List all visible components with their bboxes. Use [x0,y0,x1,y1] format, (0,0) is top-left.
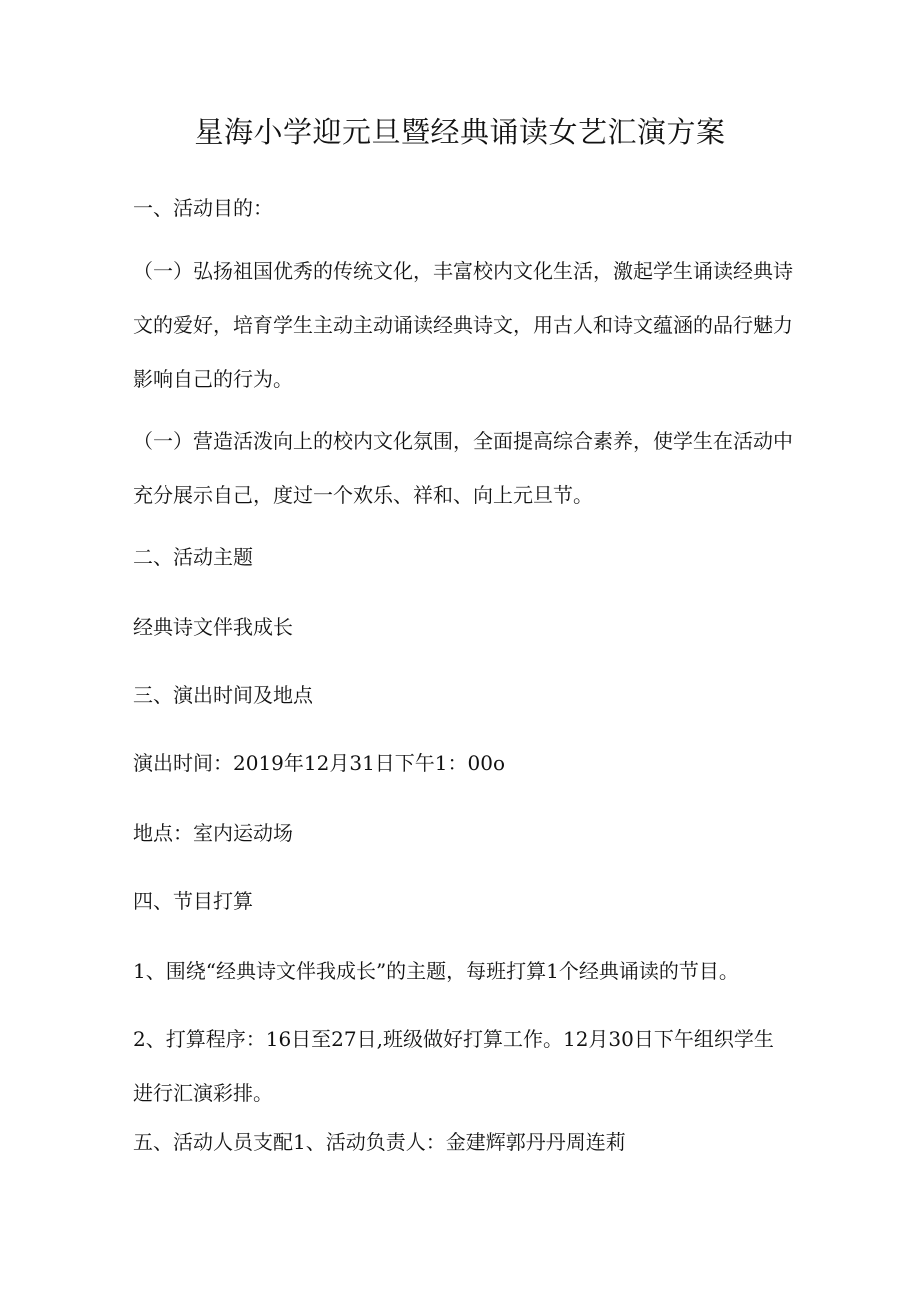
paragraph-purpose-1: （一）弘扬祖国优秀的传统文化，丰富校内文化生活，激起学生诵读经典诗文的爱好，培育学生主动主动诵读经典诗文，用古人和诗文蕴涵的品行魅力影响自己的行为。 [133,259,793,391]
paragraph-purpose-2: （一）营造活泼向上的校内文化氛围，全面提高综合素养，使学生在活动中充分展示自己，度过一个欢乐、祥和、向上元旦节。 [133,429,793,507]
document-title: 星海小学迎元旦暨经典诵读女艺汇演方案 [194,115,726,149]
theme-text: 经典诗文伴我成长 [133,615,293,639]
performance-time: 演出时间：2019年12月31日下午1：00o [133,751,506,775]
section-heading-time-place: 三、演出时间及地点 [133,683,313,707]
program-item-2: 2、打算程序：16日至27日,班级做好打算工作。12月30日下午组织学生进行汇演彩排。 [133,1027,774,1105]
program-item-1: 1、围绕“经典诗文伴我成长”的主题，每班打算1个经典诵读的节目。 [133,959,739,983]
section-heading-purpose: 一、活动目的： [133,196,273,220]
section-heading-program: 四、节目打算 [133,889,253,913]
performance-place: 地点：室内运动场 [133,821,293,845]
section-heading-staff: 五、活动人员支配1、活动负责人：金建辉郭丹丹周连莉 [133,1130,626,1154]
section-heading-theme: 二、活动主题 [133,545,253,569]
